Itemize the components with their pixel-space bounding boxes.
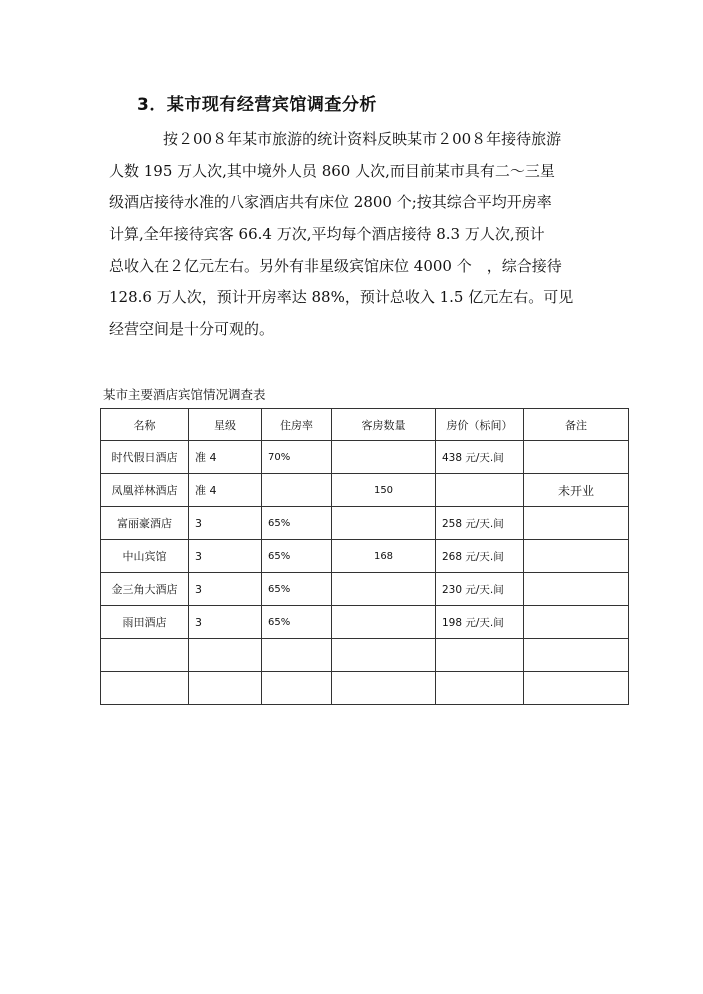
cell-star bbox=[189, 672, 262, 705]
cell-rooms bbox=[332, 507, 436, 540]
table-row bbox=[101, 639, 629, 672]
cell-star: 3 bbox=[189, 540, 262, 573]
cell-note bbox=[524, 639, 629, 672]
cell-price: 438 元/天.间 bbox=[436, 441, 524, 474]
cell-note bbox=[524, 606, 629, 639]
cell-occupancy: 65% bbox=[262, 606, 332, 639]
cell-note: 未开业 bbox=[524, 474, 629, 507]
header-star: 星级 bbox=[189, 409, 262, 441]
cell-price: 230 元/天.间 bbox=[436, 573, 524, 606]
cell-rooms: 168 bbox=[332, 540, 436, 573]
cell-price: 258 元/天.间 bbox=[436, 507, 524, 540]
cell-occupancy bbox=[262, 474, 332, 507]
cell-name: 凤凰祥林酒店 bbox=[101, 474, 189, 507]
cell-name: 富丽豪酒店 bbox=[101, 507, 189, 540]
cell-rooms: 150 bbox=[332, 474, 436, 507]
cell-note bbox=[524, 573, 629, 606]
paragraph-line: 计算,全年接待宾客 66.4 万次,平均每个酒店接待 8.3 万人次,预计 bbox=[109, 225, 545, 244]
cell-price bbox=[436, 672, 524, 705]
cell-rooms bbox=[332, 672, 436, 705]
cell-price bbox=[436, 639, 524, 672]
cell-occupancy bbox=[262, 639, 332, 672]
cell-star: 3 bbox=[189, 507, 262, 540]
hotel-survey-table bbox=[100, 408, 629, 705]
body-paragraph bbox=[109, 124, 609, 346]
cell-occupancy: 70% bbox=[262, 441, 332, 474]
paragraph-line: 经营空间是十分可观的。 bbox=[109, 320, 275, 339]
paragraph-line: 128.6 万人次，预计开房率达 88%，预计总收入 1.5 亿元左右。可见 bbox=[109, 288, 574, 307]
cell-star: 准 4 bbox=[189, 441, 262, 474]
cell-occupancy bbox=[262, 672, 332, 705]
paragraph-line: 级酒店接待水准的八家酒店共有床位 2800 个;按其综合平均开房率 bbox=[109, 193, 552, 212]
cell-rooms bbox=[332, 441, 436, 474]
cell-occupancy: 65% bbox=[262, 540, 332, 573]
table-caption: 某市主要酒店宾馆情况调查表 bbox=[103, 387, 266, 402]
table-row bbox=[101, 540, 629, 573]
table-row bbox=[101, 474, 629, 507]
cell-price: 198 元/天.间 bbox=[436, 606, 524, 639]
cell-star: 3 bbox=[189, 606, 262, 639]
table-row bbox=[101, 507, 629, 540]
cell-occupancy: 65% bbox=[262, 507, 332, 540]
cell-name: 雨田酒店 bbox=[101, 606, 189, 639]
paragraph-line: 按２00８年某市旅游的统计资料反映某市２00８年接待旅游 bbox=[163, 130, 562, 148]
cell-star: 3 bbox=[189, 573, 262, 606]
cell-name bbox=[101, 672, 189, 705]
section-title: 3．某市现有经营宾馆调查分析 bbox=[137, 95, 377, 115]
cell-rooms bbox=[332, 639, 436, 672]
cell-note bbox=[524, 507, 629, 540]
header-occupancy: 住房率 bbox=[262, 409, 332, 441]
cell-price bbox=[436, 474, 524, 507]
table-row bbox=[101, 441, 629, 474]
header-rooms: 客房数量 bbox=[332, 409, 436, 441]
cell-name: 时代假日酒店 bbox=[101, 441, 189, 474]
cell-name bbox=[101, 639, 189, 672]
cell-star bbox=[189, 639, 262, 672]
cell-note bbox=[524, 672, 629, 705]
cell-name: 金三角大酒店 bbox=[101, 573, 189, 606]
cell-price: 268 元/天.间 bbox=[436, 540, 524, 573]
cell-occupancy: 65% bbox=[262, 573, 332, 606]
paragraph-line: 人数 195 万人次,其中境外人员 860 人次,而目前某市具有二～三星 bbox=[109, 161, 555, 180]
paragraph-line: 总收入在２亿元左右。另外有非星级宾馆床位 4000 个 ，综合接待 bbox=[109, 256, 562, 275]
header-name: 名称 bbox=[101, 409, 189, 441]
cell-note bbox=[524, 441, 629, 474]
cell-star: 准 4 bbox=[189, 474, 262, 507]
table-row bbox=[101, 672, 629, 705]
cell-rooms bbox=[332, 606, 436, 639]
header-note: 备注 bbox=[524, 409, 629, 441]
table-row bbox=[101, 573, 629, 606]
cell-rooms bbox=[332, 573, 436, 606]
table-row bbox=[101, 606, 629, 639]
cell-note bbox=[524, 540, 629, 573]
table-header-row bbox=[101, 409, 629, 441]
cell-name: 中山宾馆 bbox=[101, 540, 189, 573]
header-price: 房价（标间） bbox=[436, 409, 524, 441]
